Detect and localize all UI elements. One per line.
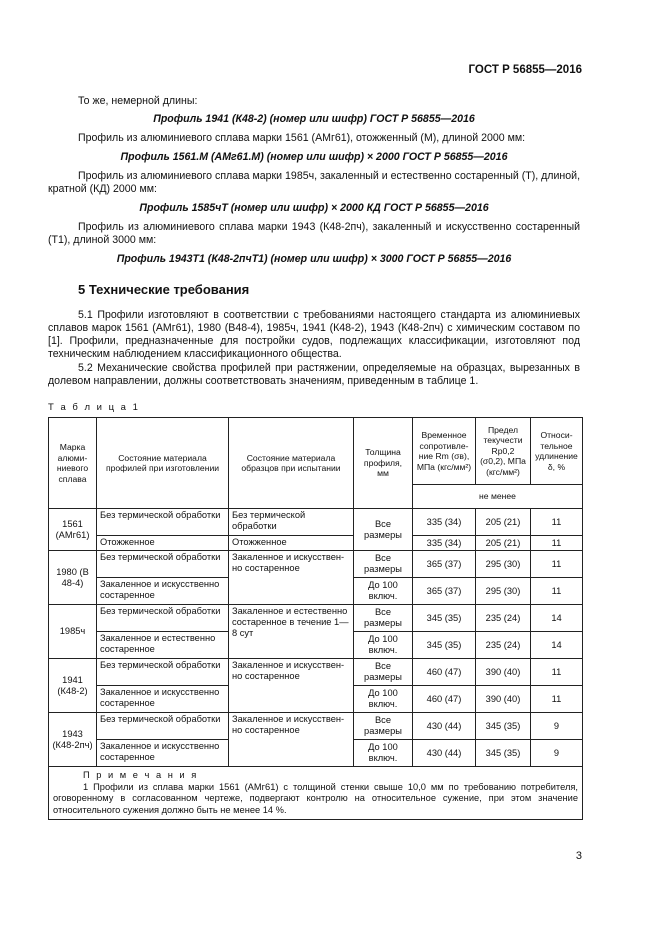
header-state-test: Состояние материала образцов при испытании — [229, 418, 354, 509]
cell-grade: 1980 (В 48-4) — [49, 551, 97, 605]
cell-fab: Без термической обработки — [97, 551, 229, 578]
cell-el: 11 — [531, 659, 583, 686]
cell-grade: 1561 (АМг61) — [49, 509, 97, 551]
header-thickness: Толщина профиля, мм — [354, 418, 413, 509]
header-yield: Предел текучести Rp0,2 (σ0,2), МПа (кгс/мм²) — [476, 418, 531, 485]
table-row — [49, 713, 583, 740]
designation-4: Профиль 1943Т1 (К48-2пчТ1) (номер или шифр) × 3000 ГОСТ Р 56855—2016 — [116, 253, 512, 265]
header-tensile: Временное сопротивление Rm (σв), МПа (кгс/мм²) — [413, 418, 476, 485]
cell-rp: 345 (35) — [476, 740, 531, 767]
notes-title: П р и м е ч а н и я — [83, 770, 199, 780]
example-intro-2: Профиль из алюминиевого сплава марки 1561 (АМг61), отожженный (М), длиной 2000 мм: — [78, 132, 526, 144]
cell-thickness: Все размеры — [354, 659, 413, 686]
document-header: ГОСТ Р 56855—2016 — [468, 64, 582, 76]
cell-rm: 430 (44) — [413, 740, 476, 767]
note-1: 1 Профили из сплава марки 1561 (АМг61) с толщиной стенки свыше 10,0 мм по требованию потребителя, оговоренному в согласованном чертеже, подвергают контролю на относительное сужение, при этом значение относительного сужения должно быть не менее 14 %. — [53, 781, 578, 815]
cell-rp: 205 (21) — [476, 536, 531, 551]
table-row — [49, 551, 583, 578]
cell-el: 11 — [531, 536, 583, 551]
cell-test: Закаленное и естественно состаренное в течение 1—8 сут — [229, 605, 354, 659]
cell-fab: Без термической обработки — [97, 659, 229, 686]
cell-fab: Закаленное и искусственно состаренное — [97, 686, 229, 713]
cell-rm: 345 (35) — [413, 605, 476, 632]
cell-el: 11 — [531, 686, 583, 713]
cell-rp: 295 (30) — [476, 551, 531, 578]
cell-el: 11 — [531, 509, 583, 536]
cell-el: 11 — [531, 551, 583, 578]
cell-grade: 1941 (К48-2) — [49, 659, 97, 713]
cell-fab: Без термической обработки — [97, 713, 229, 740]
cell-rp: 205 (21) — [476, 509, 531, 536]
cell-rp: 345 (35) — [476, 713, 531, 740]
cell-fab: Отожженное — [97, 536, 229, 551]
header-min: не менее — [413, 485, 583, 509]
designation-2: Профиль 1561.М (АМг61.М) (номер или шифр) × 2000 ГОСТ Р 56855—2016 — [120, 151, 508, 163]
cell-thickness: Все размеры — [354, 509, 413, 551]
header-grade: Марка алюминиевого сплава — [49, 418, 97, 509]
example-intro-1: То же, немерной длины: — [78, 95, 198, 107]
example-intro-3: Профиль из алюминиевого сплава марки 1985ч, закаленный и естественно состаренный (Т), длиной, кратной (КД) 2000 мм: — [48, 170, 581, 195]
cell-el: 9 — [531, 740, 583, 767]
cell-thickness: Все размеры — [354, 713, 413, 740]
cell-test: Закаленное и искусственно состаренное — [229, 551, 354, 605]
cell-rm: 365 (37) — [413, 551, 476, 578]
cell-el: 14 — [531, 605, 583, 632]
cell-thickness: Все размеры — [354, 551, 413, 578]
cell-rm: 335 (34) — [413, 536, 476, 551]
cell-fab: Закаленное и естественно состаренное — [97, 632, 229, 659]
cell-test: Закаленное и искусственно состаренное — [229, 659, 354, 713]
cell-el: 14 — [531, 632, 583, 659]
cell-fab: Без термической обработки — [97, 509, 229, 536]
cell-rm: 335 (34) — [413, 509, 476, 536]
cell-thickness: Все размеры — [354, 605, 413, 632]
cell-grade: 1943 (К48-2пч) — [49, 713, 97, 767]
cell-grade: 1985ч — [49, 605, 97, 659]
cell-rm: 460 (47) — [413, 659, 476, 686]
table-row — [49, 509, 583, 536]
table-row — [49, 605, 583, 632]
cell-fab: Без термической обработки — [97, 605, 229, 632]
cell-el: 11 — [531, 578, 583, 605]
cell-thickness: До 100 включ. — [354, 740, 413, 767]
cell-rp: 235 (24) — [476, 632, 531, 659]
cell-test: Отожженное — [229, 536, 354, 551]
cell-test: Закаленное и искусственно состаренное — [229, 713, 354, 767]
table-row — [49, 536, 583, 551]
cell-rp: 235 (24) — [476, 605, 531, 632]
header-state-fab: Состояние материала профилей при изготовлении — [97, 418, 229, 509]
cell-rm: 460 (47) — [413, 686, 476, 713]
paragraph-5-2: 5.2 Механические свойства профилей при растяжении, определяемые на образцах, вырезанных в долевом направлении, должны соответствовать значениям, приведенным в таблице 1. — [48, 362, 580, 387]
header-elongation: Относительное удлинение δ, % — [531, 418, 583, 485]
cell-test: Без термической обработки — [229, 509, 354, 536]
cell-fab: Закаленное и искусственно состаренное — [97, 578, 229, 605]
table-caption: Т а б л и ц а 1 — [48, 402, 140, 413]
table-row — [49, 659, 583, 686]
cell-thickness: До 100 включ. — [354, 686, 413, 713]
table-notes — [49, 767, 583, 820]
page-number: 3 — [575, 850, 582, 862]
section-title: 5 Технические требования — [78, 282, 250, 297]
cell-rp: 295 (30) — [476, 578, 531, 605]
paragraph-5-1: 5.1 Профили изготовляют в соответствии с требованиями настоящего стандарта из алюминиевых сплавов марок 1561 (АМг61), 1980 (В48-4), 1985ч, 1941 (К48-2), 1943 (К48-2пч) с химическим составом по [1]. Профили, предназначенные для постройки судов, подлежащих классификации, изготовляют под техническим наблюдением классификационного общества. — [48, 309, 580, 360]
cell-fab: Закаленное и искусственно состаренное — [97, 740, 229, 767]
cell-thickness: До 100 включ. — [354, 578, 413, 605]
cell-el: 9 — [531, 713, 583, 740]
table-notes-row — [49, 767, 583, 820]
cell-thickness: До 100 включ. — [354, 632, 413, 659]
cell-rm: 430 (44) — [413, 713, 476, 740]
designation-1: Профиль 1941 (К48-2) (номер или шифр) ГОСТ Р 56855—2016 — [153, 113, 475, 125]
cell-rm: 345 (35) — [413, 632, 476, 659]
properties-table — [48, 417, 583, 820]
designation-3: Профиль 1585чТ (номер или шифр) × 2000 КД ГОСТ Р 56855—2016 — [139, 202, 489, 214]
cell-rp: 390 (40) — [476, 659, 531, 686]
cell-rm: 365 (37) — [413, 578, 476, 605]
cell-rp: 390 (40) — [476, 686, 531, 713]
example-intro-4: Профиль из алюминиевого сплава марки 1943 (К48-2пч), закаленный и искусственно состаренный (Т1), длиной 3000 мм: — [48, 221, 580, 246]
